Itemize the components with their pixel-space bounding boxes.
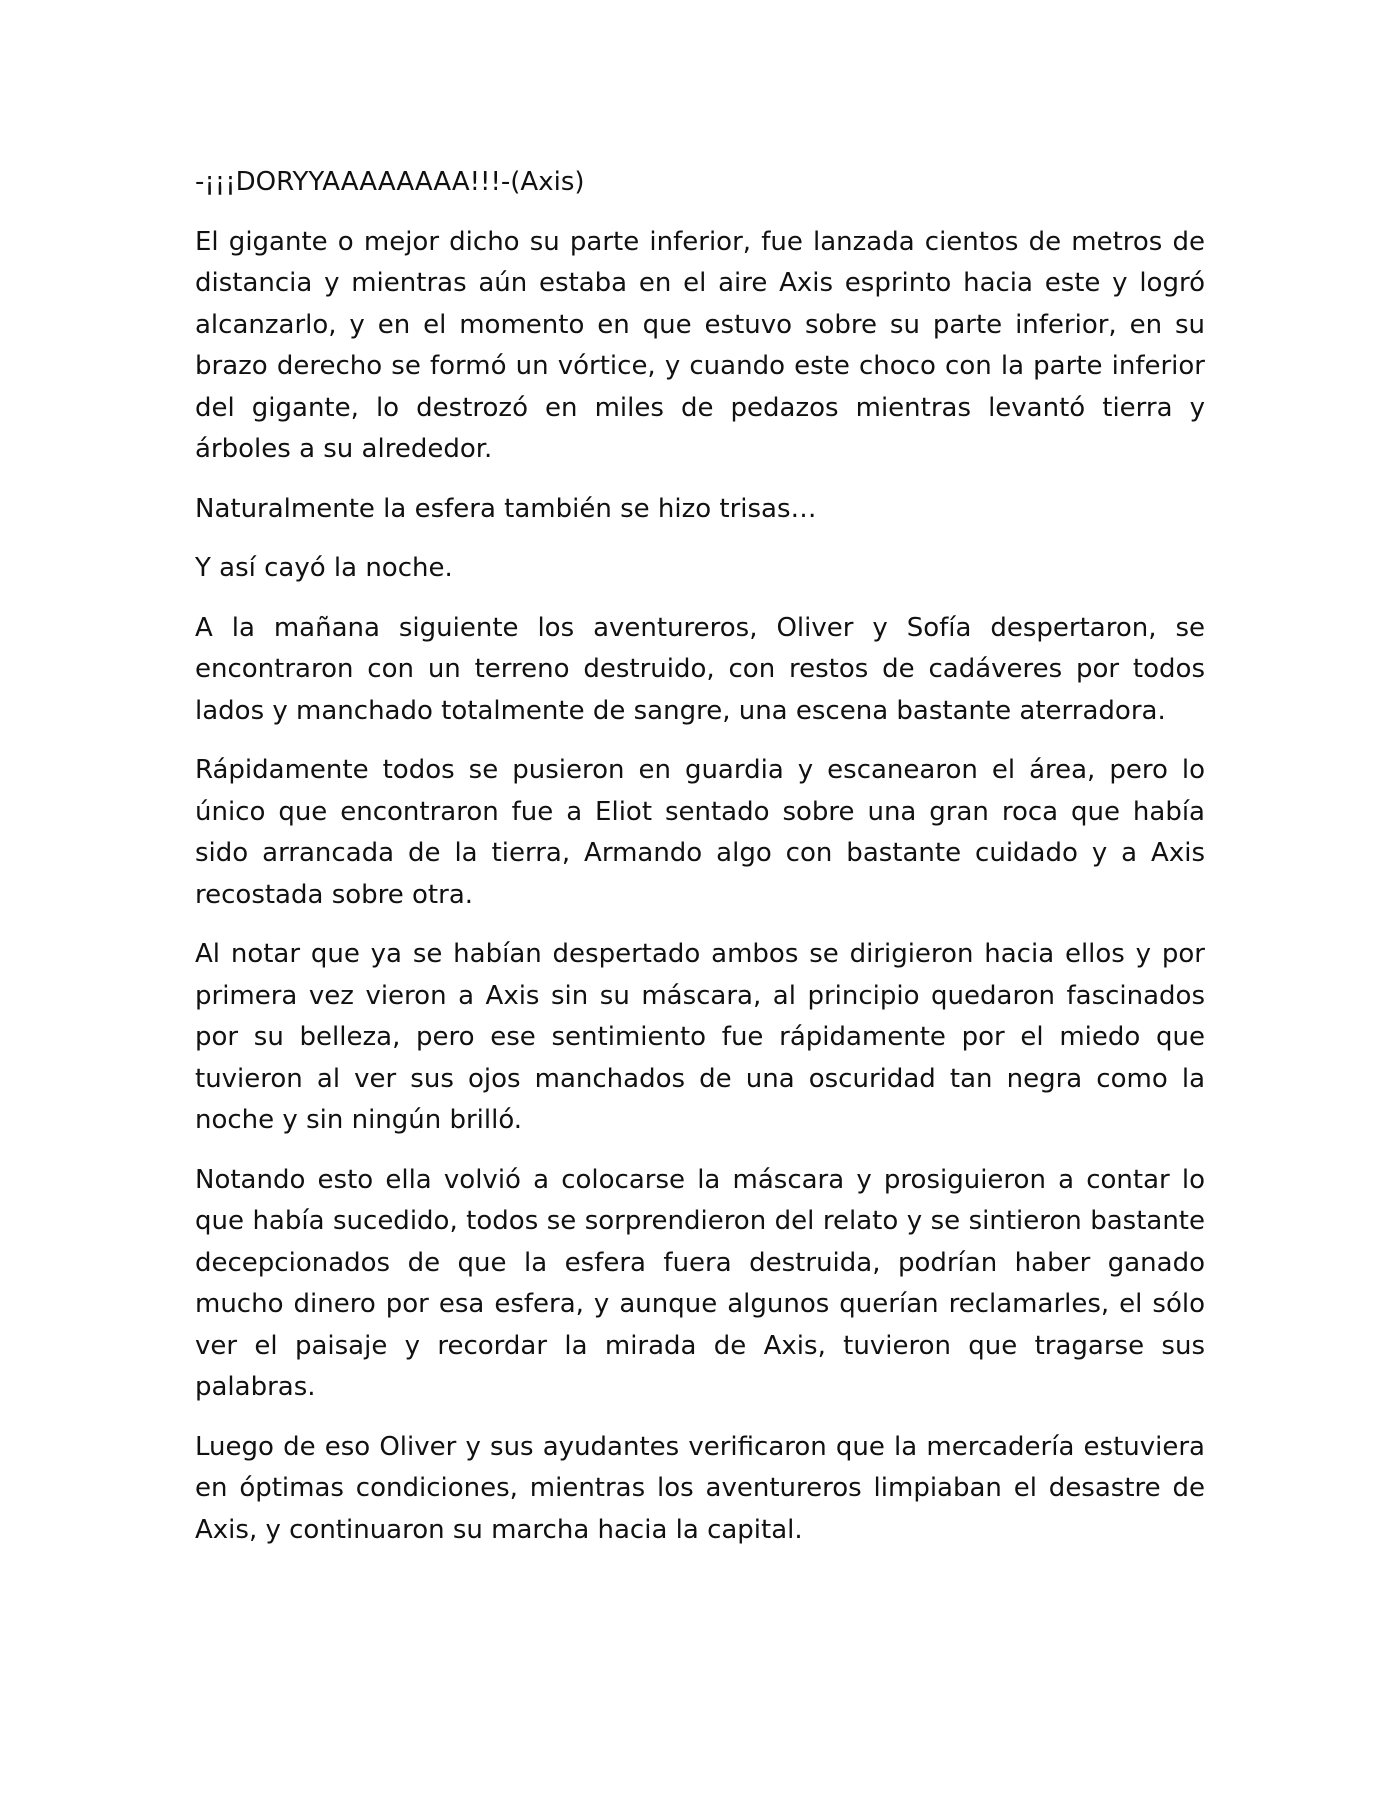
paragraph: Rápidamente todos se pusieron en guardia y escanearon el área, pero lo único que encontraron fue a Eliot sentado sobre una gran roca que había sido arrancada de la tierra, Armando algo con bastante cuidado y a Axis recostada sobre otra. xyxy=(195,755,1205,910)
paragraph: Naturalmente la esfera también se hizo trisas… xyxy=(195,493,817,524)
paragraph: Al notar que ya se habían despertado ambos se dirigieron hacia ellos y por primera vez vieron a Axis sin su máscara, al principio quedaron fascinados por su belleza, pero ese sentimiento fue rápidamente por el miedo que tuvieron al ver sus ojos manchados de una oscuridad tan negra como la noche y sin ningún brilló. xyxy=(195,939,1205,1135)
paragraph: El gigante o mejor dicho su parte inferior, fue lanzada cientos de metros de distancia y mientras aún estaba en el aire Axis esprinto hacia este y logró alcanzarlo, y en el momento en que estuvo sobre su parte inferior, en su brazo derecho se formó un vórtice, y cuando este choco con la parte inferior del gigante, lo destrozó en miles de pedazos mientras levantó tierra y árboles a su alrededor. xyxy=(195,226,1205,464)
paragraph: Luego de eso Oliver y sus ayudantes verificaron que la mercadería estuviera en óptimas condiciones, mientras los aventureros limpiaban el desastre de Axis, y continuaron su marcha hacia la capital. xyxy=(195,1431,1205,1545)
paragraph: A la mañana siguiente los aventureros, Oliver y Sofía despertaron, se encontraron con un terreno destruido, con restos de cadáveres por todos lados y manchado totalmente de sangre, una escena bastante aterradora. xyxy=(195,612,1205,726)
dialogue-line: -¡¡¡DORYYAAAAAAAA!!!-(Axis) xyxy=(195,167,585,197)
paragraph: Y así cayó la noche. xyxy=(195,553,453,583)
paragraph: Notando esto ella volvió a colocarse la máscara y prosiguieron a contar lo que había sucedido, todos se sorprendieron del relato y se sintieron bastante decepcionados de que la esfera fuera destruida, podrían haber ganado mucho dinero por esa esfera, y aunque algunos querían reclamarles, el sólo ver el paisaje y recordar la mirada de Axis, tuvieron que tragarse sus palabras. xyxy=(195,1164,1205,1402)
document-page xyxy=(195,162,1205,1569)
